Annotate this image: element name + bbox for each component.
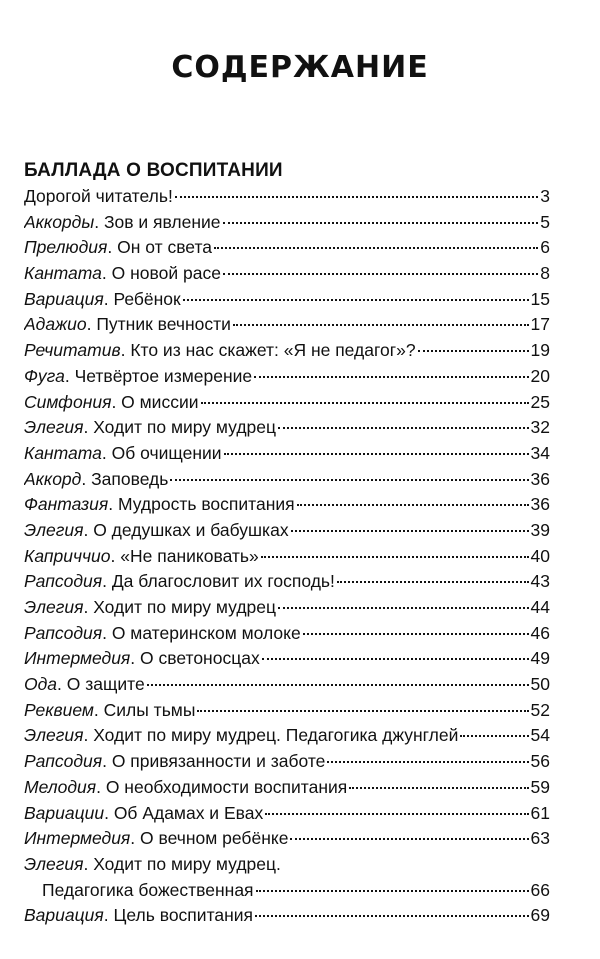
dot-leader xyxy=(147,684,529,686)
toc-entry-text: Путник вечности xyxy=(91,314,231,335)
toc-entry-label: Элегия. Ходит по миру мудрец. Педагогика джунглей xyxy=(24,725,459,746)
toc-entry-page-number: 32 xyxy=(530,417,550,438)
toc-entry-label: Элегия. Ходит по миру мудрец xyxy=(24,597,277,617)
toc-entry-text: О материнском молоке xyxy=(106,622,301,643)
toc-entry-page-number: 56 xyxy=(530,751,550,772)
toc-entry-label: Фантазия. Мудрость воспитания xyxy=(24,494,295,515)
toc-entry xyxy=(24,878,550,904)
dot-leader xyxy=(349,787,528,789)
toc-entry xyxy=(24,492,550,518)
toc-entry-genre: Интермедия xyxy=(24,648,131,669)
toc-entry-page-number: 6 xyxy=(540,237,550,258)
toc-entry-genre: Мелодия xyxy=(24,776,97,797)
toc-entry-text: О светоносцах xyxy=(135,648,260,669)
dot-leader xyxy=(223,222,539,224)
toc-entry-text: Ходит по миру мудрец. xyxy=(88,853,281,874)
toc-entry-genre: Элегия xyxy=(24,853,84,874)
toc-entry-label: Прелюдия. Он от света xyxy=(24,237,213,258)
toc-entry xyxy=(24,595,550,621)
toc-entry-label: Элегия. О дедушках и бабушках xyxy=(24,519,289,540)
toc-entry-page-number: 66 xyxy=(530,879,550,900)
dot-leader xyxy=(337,581,529,583)
dot-leader xyxy=(418,350,529,352)
toc-entry-text: Педагогика божественная xyxy=(42,879,254,900)
page-title: СОДЕРЖАНИЕ xyxy=(171,50,429,85)
toc-entry-text: Кто из нас скажет: «Я не педагог»? xyxy=(125,340,416,361)
dot-leader xyxy=(233,324,529,326)
toc-entry-page-number: 59 xyxy=(530,776,550,797)
toc-entry-genre: Аккорды xyxy=(24,211,95,232)
toc-entry-label: Рапсодия. О материнском молоке xyxy=(24,622,301,643)
toc-entry-genre: Симфония xyxy=(24,391,112,412)
toc-entry-text: О миссии xyxy=(116,391,199,412)
dot-leader xyxy=(261,556,529,558)
toc-entry-page-number: 44 xyxy=(530,597,550,617)
toc-entry-text: Цель воспитания xyxy=(108,905,254,926)
toc-entry-text: О новой расе xyxy=(106,263,221,284)
toc-entry-genre: Вариация xyxy=(24,288,104,309)
toc-entry-page-number: 61 xyxy=(530,802,550,823)
toc-entry-text: О защите xyxy=(61,674,145,695)
toc-entry xyxy=(24,415,550,441)
dot-leader xyxy=(223,273,538,275)
toc-entry-genre: Речитатив xyxy=(24,340,121,361)
toc-entry-page-number: 50 xyxy=(530,674,550,695)
toc-entry-page-number: 49 xyxy=(530,648,550,669)
dot-leader xyxy=(170,479,528,481)
dot-leader xyxy=(278,427,529,429)
toc-entry xyxy=(24,826,550,852)
toc-entry-page-number: 20 xyxy=(530,365,550,386)
toc-entry-text: О необходимости воспитания xyxy=(100,776,348,797)
toc-entry xyxy=(24,261,550,287)
toc-entry-genre: Элегия xyxy=(24,519,84,540)
toc-entry-genre: Ода xyxy=(24,674,58,695)
dot-leader xyxy=(197,710,528,712)
toc-entry-text: Он от света xyxy=(112,237,213,258)
toc-entry-page-number: 40 xyxy=(530,545,550,566)
toc-entry-label: Вариация. Цель воспитания xyxy=(24,905,254,926)
toc-entry-label: Аккорды. Зов и явление xyxy=(24,211,221,232)
toc-entry-genre: Аккорд xyxy=(24,468,82,489)
toc-entry-page-number: 54 xyxy=(530,725,550,746)
toc-entry-page-number: 17 xyxy=(530,314,550,335)
toc-entry-label: Вариации. Об Адамах и Евах xyxy=(24,802,264,823)
dot-leader xyxy=(460,735,528,737)
dot-leader xyxy=(214,247,538,249)
toc-entry-text: Заповедь xyxy=(86,468,169,489)
toc-entry-text: Ребёнок xyxy=(108,288,181,309)
dot-leader xyxy=(303,633,529,635)
toc-entry-label: Кантата. О новой расе xyxy=(24,263,221,284)
toc-entry xyxy=(24,852,550,878)
toc-entry-genre: Элегия xyxy=(24,597,84,617)
toc-entry-page-number: 5 xyxy=(540,211,550,232)
toc-entry-text: Мудрость воспитания xyxy=(113,494,295,515)
dot-leader xyxy=(297,504,529,506)
toc-entry-page-number: 63 xyxy=(530,828,550,849)
toc-entry-page-number: 25 xyxy=(530,391,550,412)
toc-entry-label: Каприччио. «Не паниковать» xyxy=(24,545,259,566)
toc-entry-genre: Вариация xyxy=(24,905,104,926)
toc-entry-text: О привязанности и заботе xyxy=(106,751,326,772)
toc-entry-text: Четвёртое измерение xyxy=(69,365,253,386)
dot-leader xyxy=(278,607,529,609)
toc-entry xyxy=(24,698,550,724)
toc-entry xyxy=(24,467,550,493)
toc-entry-label: Ода. О защите xyxy=(24,674,145,695)
toc-entry-genre: Рапсодия xyxy=(24,622,103,643)
toc-entry-page-number: 46 xyxy=(530,622,550,643)
toc-entry-text: Об Адамах и Евах xyxy=(108,802,264,823)
toc-entry xyxy=(24,621,550,647)
toc-entry-label xyxy=(24,184,173,210)
toc-entry xyxy=(24,544,550,570)
toc-entry xyxy=(24,518,550,544)
toc-entry xyxy=(24,801,550,827)
toc-entry-genre: Элегия xyxy=(24,417,84,438)
toc-entry-page-number: 19 xyxy=(530,340,550,361)
dot-leader xyxy=(290,838,528,840)
toc-entry-label: Элегия. Ходит по миру мудрец xyxy=(24,417,277,438)
toc-entry xyxy=(24,210,550,236)
toc-entry-text: Об очищении xyxy=(106,442,222,463)
toc-entry-page-number: 36 xyxy=(530,468,550,489)
toc-entry-label: Аккорд. Заповедь xyxy=(24,468,169,489)
toc-entry-text: Ходит по миру мудрец xyxy=(88,597,277,617)
toc-entry-genre: Адажио xyxy=(24,314,87,335)
dot-leader xyxy=(224,453,529,455)
toc-entry-label: Мелодия. О необходимости воспитания xyxy=(24,776,348,797)
toc-entry-page-number: 36 xyxy=(530,494,550,515)
toc-entry-label: Реквием. Силы тьмы xyxy=(24,699,196,720)
toc-entry-page-number: 52 xyxy=(530,699,550,720)
section-title: БАЛЛАДА О ВОСПИТАНИИ xyxy=(24,160,283,181)
toc-entry-label: Интермедия. О светоносцах xyxy=(24,648,260,669)
dot-leader xyxy=(254,376,528,378)
toc-entry-page-number: 43 xyxy=(530,571,550,592)
toc-entry-page-number: 34 xyxy=(530,442,550,463)
toc-entry-text: О вечном ребёнке xyxy=(135,828,289,849)
toc-entry-text: О дедушках и бабушках xyxy=(88,519,289,540)
toc-entry-label: Кантата. Об очищении xyxy=(24,442,222,463)
toc-entry xyxy=(24,364,550,390)
toc-entry-label: Речитатив. Кто из нас скажет: «Я не педагог»? xyxy=(24,340,416,361)
toc-entry xyxy=(24,390,550,416)
toc-entry xyxy=(24,287,550,313)
toc-entry-text: Да благословит их господь! xyxy=(106,571,335,592)
toc-entry xyxy=(24,723,550,749)
toc-entry-label: Рапсодия. Да благословит их господь! xyxy=(24,571,335,592)
toc-entry-label xyxy=(42,878,254,904)
toc-entry-page-number: 8 xyxy=(540,263,550,284)
toc-entry-label: Интермедия. О вечном ребёнке xyxy=(24,828,289,849)
dot-leader xyxy=(256,890,529,892)
toc-entry xyxy=(24,338,550,364)
toc-entry xyxy=(24,441,550,467)
dot-leader xyxy=(265,813,528,815)
dot-leader xyxy=(262,658,529,660)
dot-leader xyxy=(175,196,538,198)
toc-entry xyxy=(24,235,550,261)
dot-leader xyxy=(201,402,529,404)
toc-entry xyxy=(24,312,550,338)
toc-entry-label: Фуга. Четвёртое измерение xyxy=(24,365,253,386)
toc-entry-text: Силы тьмы xyxy=(98,699,196,720)
toc-entry xyxy=(24,569,550,595)
dot-leader xyxy=(183,299,529,301)
toc-entry-genre: Реквием xyxy=(24,699,94,720)
toc-entry-genre: Рапсодия xyxy=(24,751,103,772)
toc-entry-label: Адажио. Путник вечности xyxy=(24,314,231,335)
table-of-contents xyxy=(24,184,550,929)
toc-entry-text: Ходит по миру мудрец. Педагогика джунглей xyxy=(88,725,459,746)
toc-entry-text: Дорогой читатель! xyxy=(24,186,173,206)
toc-entry xyxy=(24,646,550,672)
toc-entry-label: Элегия. Ходит по миру мудрец. xyxy=(24,853,281,874)
dot-leader xyxy=(291,530,529,532)
toc-entry xyxy=(24,184,550,210)
toc-entry-genre: Вариации xyxy=(24,802,105,823)
toc-entry-text: Ходит по миру мудрец xyxy=(88,417,277,438)
toc-entry-genre: Кантата xyxy=(24,263,102,284)
toc-entry-genre: Элегия xyxy=(24,725,84,746)
toc-entry xyxy=(24,672,550,698)
toc-entry-page-number: 3 xyxy=(540,186,550,206)
toc-entry-page-number: 39 xyxy=(530,519,550,540)
toc-entry-genre: Фантазия xyxy=(24,494,109,515)
toc-entry-genre: Рапсодия xyxy=(24,571,103,592)
toc-entry-label: Вариация. Ребёнок xyxy=(24,288,181,309)
toc-entry-text: «Не паниковать» xyxy=(115,545,259,566)
toc-entry-text: Зов и явление xyxy=(99,211,221,232)
dot-leader xyxy=(255,915,529,917)
toc-entry-genre: Прелюдия xyxy=(24,237,108,258)
toc-entry xyxy=(24,903,550,929)
dot-leader xyxy=(327,761,528,763)
toc-entry-genre: Интермедия xyxy=(24,828,131,849)
toc-entry xyxy=(24,775,550,801)
toc-entry-page-number: 69 xyxy=(530,905,550,926)
toc-entry-label: Симфония. О миссии xyxy=(24,391,199,412)
toc-entry-genre: Каприччио xyxy=(24,545,111,566)
toc-entry-label: Рапсодия. О привязанности и заботе xyxy=(24,751,326,772)
toc-entry-genre: Кантата xyxy=(24,442,102,463)
toc-entry xyxy=(24,749,550,775)
toc-entry-page-number: 15 xyxy=(530,288,550,309)
toc-entry-genre: Фуга xyxy=(24,365,65,386)
